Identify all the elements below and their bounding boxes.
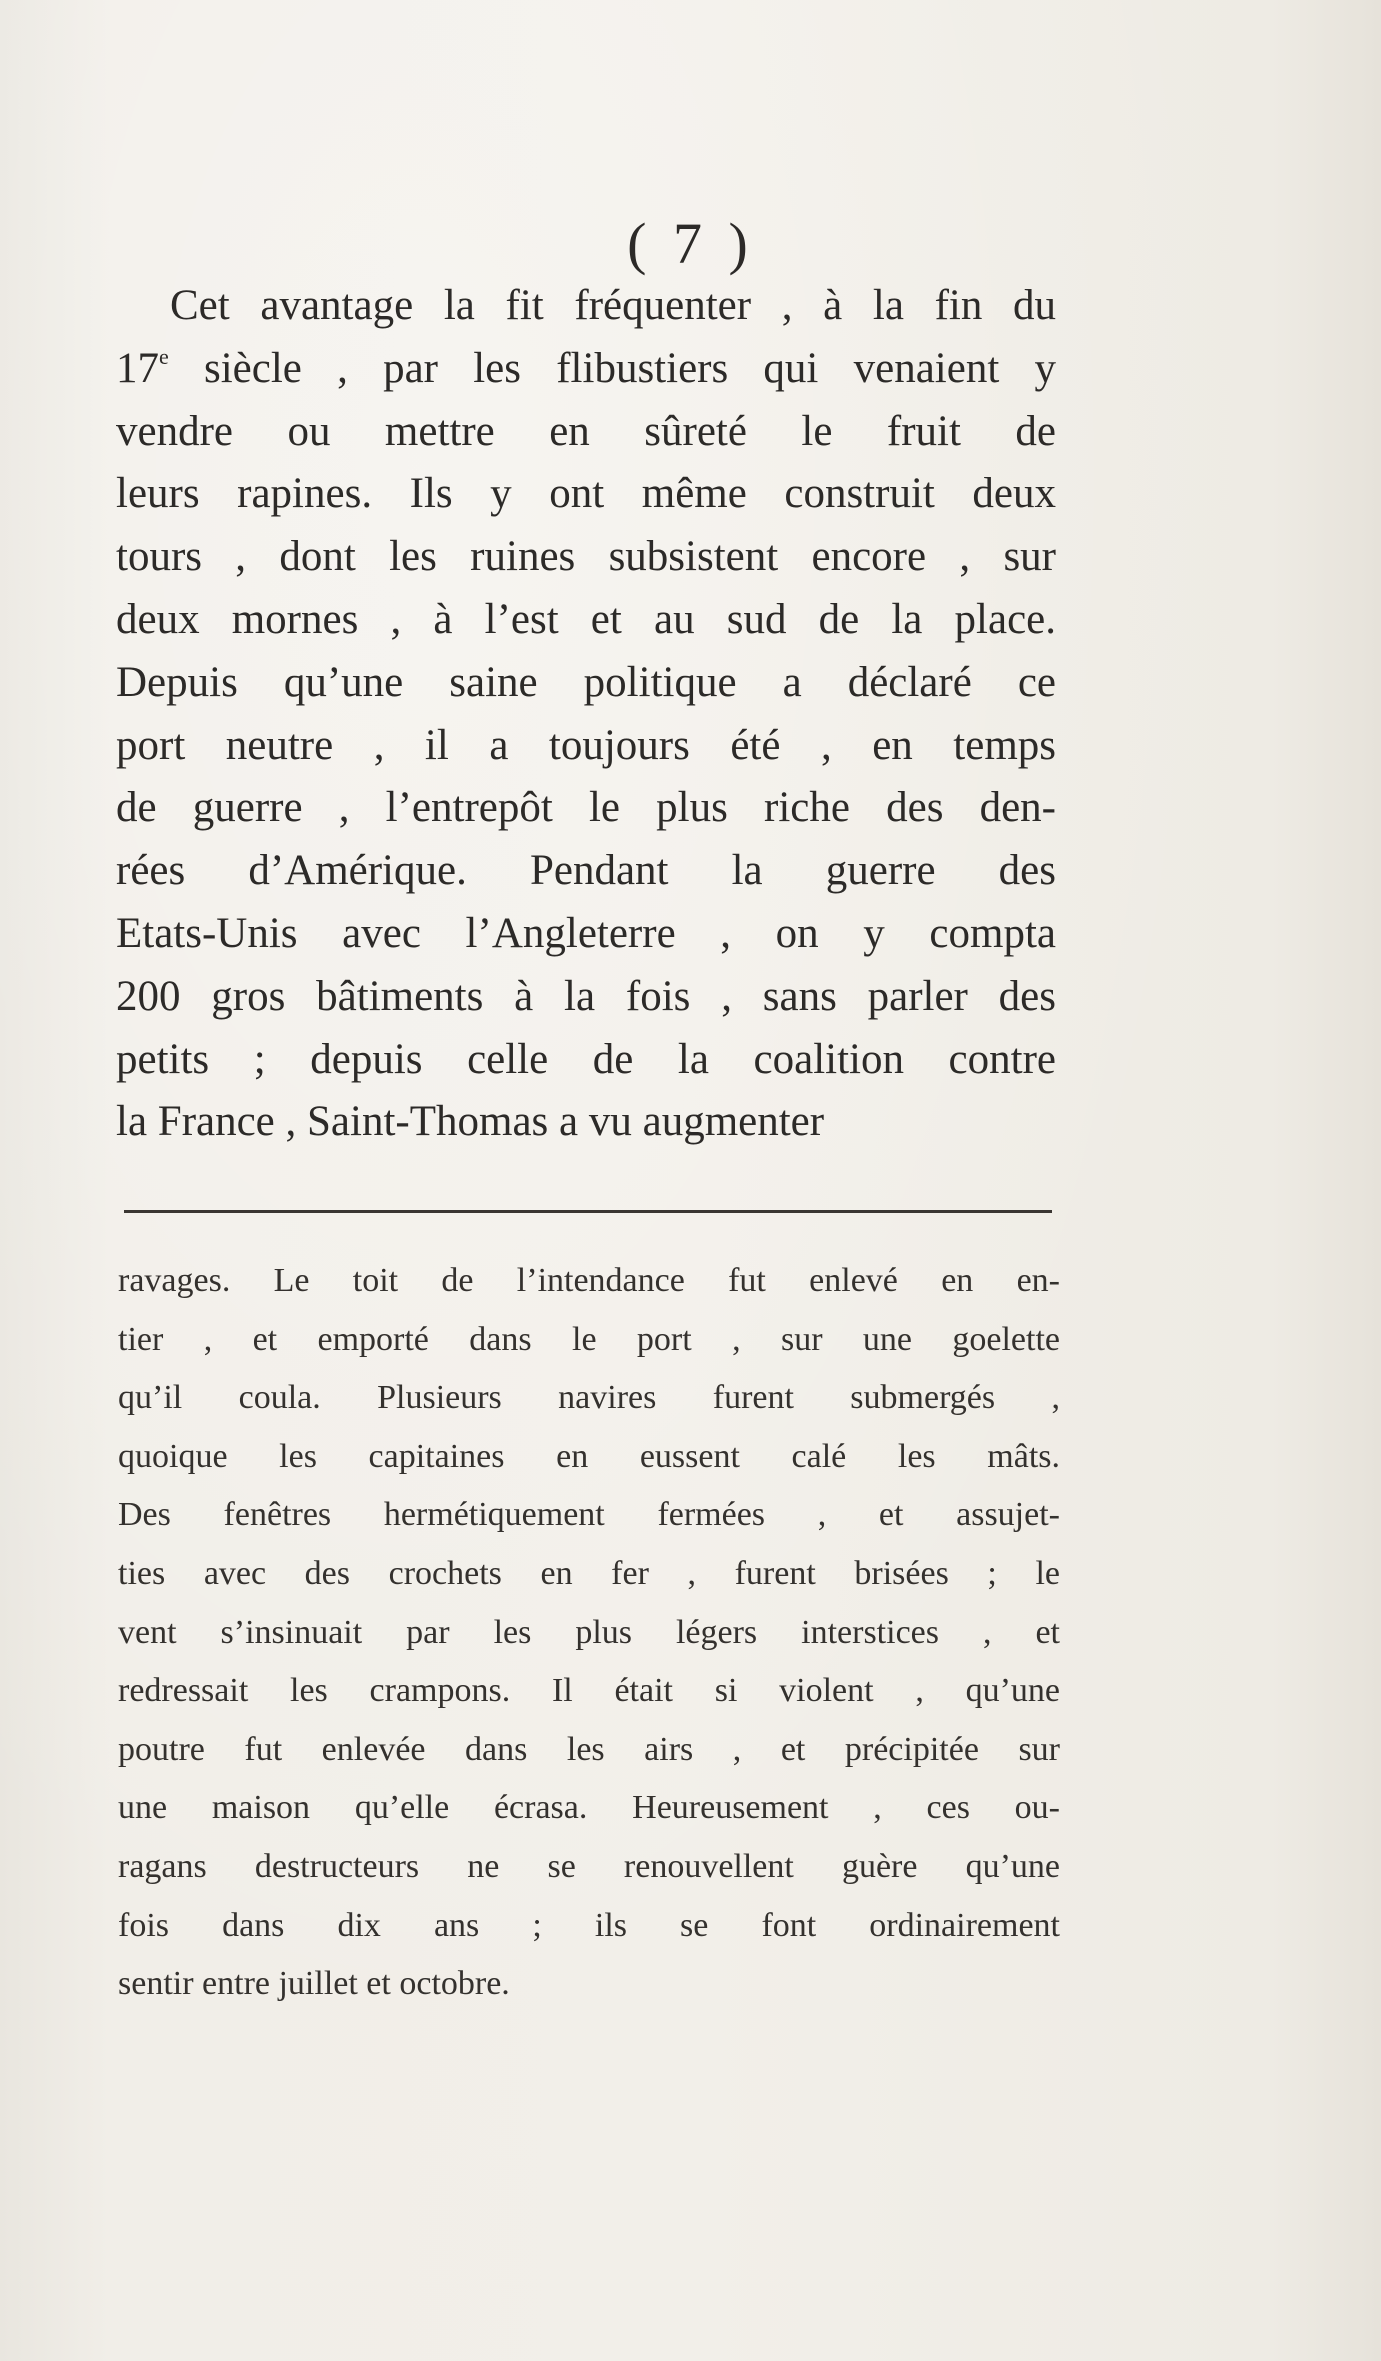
footnote-line: redressait les crampons. Il était si violent , qu’une [118, 1672, 1060, 1710]
body-line: petits ; depuis celle de la coalition contre [116, 1035, 1056, 1083]
body-line: port neutre , il a toujours été , en temps [116, 721, 1056, 769]
body-line: Depuis qu’une saine politique a déclaré ce [116, 658, 1056, 706]
page-number: ( 7 ) [627, 211, 754, 276]
footnote-line: ties avec des crochets en fer , furent brisées ; le [118, 1554, 1060, 1592]
body-line: deux mornes , à l’est et au sud de la place. [116, 595, 1056, 643]
century-number: 17 [116, 344, 159, 392]
footnote-line: qu’il coula. Plusieurs navires furent submergés , [118, 1379, 1060, 1417]
footnote-line: une maison qu’elle écrasa. Heureusement , ces ou- [118, 1789, 1060, 1827]
footnote-divider [124, 1210, 1052, 1213]
body-line: 200 gros bâtiments à la fois , sans parler des [116, 972, 1056, 1020]
body-line: Cet avantage la fit fréquenter , à la fin du [170, 282, 1056, 329]
footnote-line: poutre fut enlevée dans les airs , et précipitée sur [118, 1730, 1060, 1768]
footnote-line: ragans destructeurs ne se renouvellent guère qu’une [118, 1847, 1060, 1885]
body-line: la France , Saint-Thomas a vu augmenter [116, 1098, 825, 1146]
footnote-line: ravages. Le toit de l’intendance fut enlevé en en- [118, 1262, 1060, 1299]
footnote-line: vent s’insinuait par les plus légers interstices , et [118, 1613, 1060, 1651]
body-line: Etats-Unis avec l’Angleterre , on y compta [116, 909, 1056, 957]
body-line: leurs rapines. Ils y ont même construit deux [116, 470, 1056, 518]
century-superscript: e [159, 343, 169, 369]
body-line: tours , dont les ruines subsistent encore , sur [116, 533, 1056, 581]
footnote [118, 1252, 1060, 2014]
body-line: rées d’Amérique. Pendant la guerre des [116, 847, 1056, 895]
footnote-line: Des fenêtres hermétiquement fermées , et assujet- [118, 1496, 1060, 1534]
footnote-line: tier , et emporté dans le port , sur une goelette [118, 1320, 1060, 1358]
footnote-line: sentir entre juillet et octobre. [118, 1965, 510, 2003]
body-line: vendre ou mettre en sûreté le fruit de [116, 407, 1056, 455]
body-line: de guerre , l’entrepôt le plus riche des den- [116, 784, 1056, 832]
body-line: siècle , par les flibustiers qui venaient y [204, 344, 1056, 392]
footnote-line: fois dans dix ans ; ils se font ordinairement [118, 1906, 1060, 1944]
footnote-line: quoique les capitaines en eussent calé les mâts. [118, 1437, 1060, 1475]
body-line-century [116, 338, 1056, 401]
main-text [116, 275, 1056, 1154]
